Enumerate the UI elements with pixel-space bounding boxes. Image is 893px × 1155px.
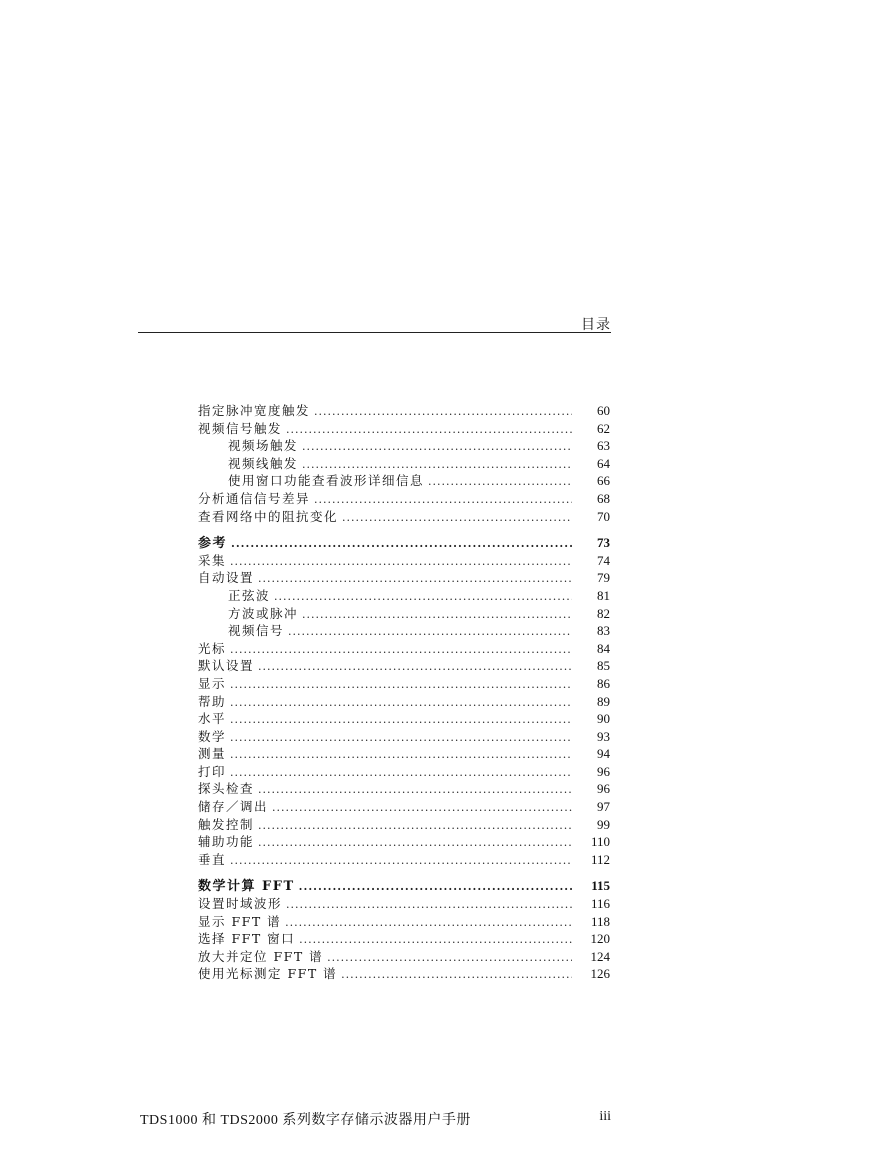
toc-dot-leader (314, 403, 572, 421)
toc-entry[interactable] (198, 948, 610, 966)
toc-entry-page: 120 (590, 931, 610, 947)
toc-entry[interactable] (198, 552, 610, 570)
toc-dot-leader (230, 694, 572, 712)
toc-dot-leader (230, 641, 572, 659)
toc-entry-label: 视频信号触发 (198, 420, 283, 436)
toc-entry-label: 打印 (198, 763, 227, 779)
toc-dot-leader (285, 914, 572, 932)
toc-entry-label: 储存／调出 (198, 799, 269, 815)
toc-entry[interactable] (198, 455, 610, 473)
toc-dot-leader (274, 588, 572, 606)
toc-entry-page: 83 (597, 623, 610, 639)
toc-entry-page: 68 (597, 490, 610, 506)
toc-entry[interactable] (198, 745, 610, 763)
toc-dot-leader (342, 509, 572, 527)
toc-entry-page: 63 (597, 438, 610, 454)
toc-dot-leader (272, 799, 572, 817)
toc-entry[interactable] (198, 622, 610, 640)
toc-entry[interactable] (198, 930, 610, 948)
toc-entry-page: 70 (597, 508, 610, 524)
toc-entry[interactable] (198, 490, 610, 508)
toc-entry-label: 查看网络中的阻抗变化 (198, 508, 339, 524)
toc-entry[interactable] (198, 965, 610, 983)
toc-entry-page: 84 (597, 640, 610, 656)
toc-dot-leader (258, 781, 572, 799)
toc-entry-label: 正弦波 (228, 587, 271, 603)
toc-entry-page: 85 (597, 658, 610, 674)
page-header-title: 目录 (581, 317, 611, 333)
toc-dot-leader (302, 438, 572, 456)
toc-entry-label: 使用窗口功能查看波形详细信息 (228, 473, 425, 489)
toc-entry-page: 82 (597, 605, 610, 621)
toc-entry[interactable] (198, 437, 610, 455)
toc-dot-leader (302, 606, 572, 624)
toc-dot-leader (230, 729, 572, 747)
toc-entry[interactable] (198, 569, 610, 587)
toc-entry[interactable] (198, 675, 610, 693)
toc-entry-page: 86 (597, 675, 610, 691)
toc-entry[interactable] (198, 913, 610, 931)
toc-dot-leader (230, 553, 572, 571)
toc-section-entry[interactable] (198, 877, 610, 895)
toc-entry[interactable] (198, 693, 610, 711)
toc-section-entry[interactable] (198, 534, 610, 552)
toc-entry[interactable] (198, 605, 610, 623)
toc-entry-label: 方波或脉冲 (228, 605, 299, 621)
footer-manual-title: TDS1000 和 TDS2000 系列数字存储示波器用户手册 (140, 1113, 471, 1128)
toc-entry-page: 99 (597, 816, 610, 832)
toc-entry-page: 64 (597, 455, 610, 471)
toc-dot-leader (230, 764, 572, 782)
toc-entry-label: 光标 (198, 640, 227, 656)
toc-entry[interactable] (198, 420, 610, 438)
toc-entry-label: 使用光标测定 FFT 谱 (198, 966, 338, 982)
toc-entry-page: 96 (597, 781, 610, 797)
toc-entry-label: 分析通信信号差异 (198, 490, 311, 506)
toc-entry-page: 115 (591, 878, 610, 894)
toc-entry-label: 显示 (198, 675, 227, 691)
toc-entry-page: 94 (597, 746, 610, 762)
toc-entry-label: 设置时域波形 (198, 896, 283, 912)
toc-entry-label: 帮助 (198, 693, 227, 709)
toc-entry-page: 66 (597, 473, 610, 489)
toc-entry-label: 垂直 (198, 851, 227, 867)
toc-entry[interactable] (198, 508, 610, 526)
toc-entry-label: 数学 (198, 728, 227, 744)
toc-dot-leader (230, 852, 572, 870)
toc-dot-leader (286, 896, 572, 914)
toc-entry[interactable] (198, 728, 610, 746)
toc-dot-leader (341, 966, 572, 984)
toc-entry[interactable] (198, 657, 610, 675)
toc-entry-label: 探头检查 (198, 781, 255, 797)
toc-entry-page: 62 (597, 420, 610, 436)
toc-entry[interactable] (198, 640, 610, 658)
toc-entry-page: 110 (590, 834, 610, 850)
toc-dot-leader (258, 570, 572, 588)
toc-entry[interactable] (198, 798, 610, 816)
toc-entry-page: 116 (590, 896, 610, 912)
toc-entry-page: 90 (597, 711, 610, 727)
toc-entry-label: 自动设置 (198, 570, 255, 586)
toc-entry[interactable] (198, 472, 610, 490)
toc-entry-label: 参考 (198, 536, 228, 552)
toc-entry-label: 默认设置 (198, 658, 255, 674)
toc-entry-label: 触发控制 (198, 816, 255, 832)
toc-entry-page: 96 (597, 763, 610, 779)
toc-entry-page: 118 (590, 913, 610, 929)
toc-entry[interactable] (198, 851, 610, 869)
toc-entry-page: 97 (597, 799, 610, 815)
toc-dot-leader (258, 834, 572, 852)
toc-entry-page: 79 (597, 570, 610, 586)
toc-dot-leader (288, 623, 572, 641)
toc-entry[interactable] (198, 833, 610, 851)
toc-entry-label: 数学计算 FFT (198, 879, 295, 895)
toc-dot-leader (258, 658, 572, 676)
toc-dot-leader (327, 949, 572, 967)
toc-entry[interactable] (198, 710, 610, 728)
toc-entry-page: 112 (590, 851, 610, 867)
toc-entry[interactable] (198, 587, 610, 605)
toc-entry-page: 73 (597, 535, 610, 551)
toc-dot-leader (428, 473, 572, 491)
toc-entry[interactable] (198, 816, 610, 834)
toc-entry-page: 126 (590, 966, 610, 982)
toc-entry-label: 水平 (198, 711, 227, 727)
toc-dot-leader (299, 931, 572, 949)
toc-dot-leader (302, 456, 572, 474)
footer-page-number: iii (599, 1109, 611, 1124)
toc-dot-leader (286, 421, 572, 439)
toc-entry-label: 测量 (198, 746, 227, 762)
toc-entry[interactable] (198, 402, 610, 420)
toc-entry-label: 视频场触发 (228, 438, 299, 454)
header-divider (138, 332, 611, 333)
toc-dot-leader (299, 878, 572, 896)
toc-entry-label: 视频线触发 (228, 455, 299, 471)
toc-dot-leader (258, 817, 572, 835)
toc-dot-leader (230, 676, 572, 694)
toc-entry[interactable] (198, 780, 610, 798)
toc-entry-page: 89 (597, 693, 610, 709)
toc-entry-page: 74 (597, 552, 610, 568)
toc-dot-leader (230, 711, 572, 729)
toc-entry-label: 视频信号 (228, 623, 285, 639)
table-of-contents (198, 402, 610, 983)
toc-entry-page: 60 (597, 403, 610, 418)
toc-entry-label: 选择 FFT 窗口 (198, 931, 296, 947)
toc-entry-label: 指定脉冲宽度触发 (198, 403, 311, 418)
toc-entry[interactable] (198, 763, 610, 781)
toc-entry-label: 采集 (198, 552, 227, 568)
toc-dot-leader (230, 746, 572, 764)
toc-dot-leader (231, 535, 572, 553)
toc-entry-page: 81 (597, 587, 610, 603)
toc-dot-leader (314, 491, 572, 509)
toc-entry-label: 辅助功能 (198, 834, 255, 850)
toc-entry-page: 93 (597, 728, 610, 744)
toc-entry-label: 显示 FFT 谱 (198, 913, 282, 929)
toc-entry[interactable] (198, 895, 610, 913)
toc-entry-page: 124 (590, 948, 610, 964)
toc-entry-label: 放大并定位 FFT 谱 (198, 948, 324, 964)
